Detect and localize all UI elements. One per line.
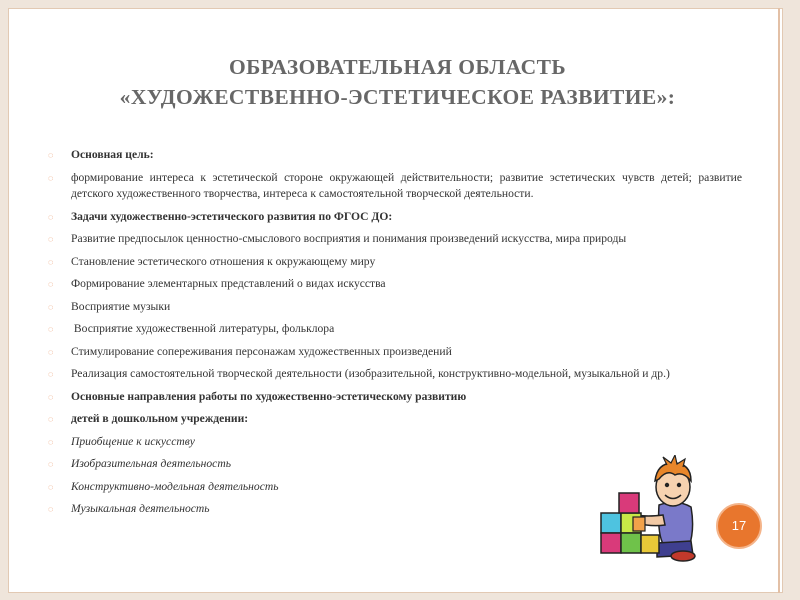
bullet-icon: ◌ <box>48 436 54 447</box>
item-text: Основные направления работы по художественно-эстетическому развитию <box>71 389 467 403</box>
item-text: Конструктивно-модельная деятельность <box>71 479 279 493</box>
item-text: Становление эстетического отношения к окружающему миру <box>71 254 376 268</box>
item-text: Изобразительная деятельность <box>71 457 231 470</box>
item-text: Музыкальная деятельность <box>71 502 210 515</box>
item-text: Задачи художественно-эстетического развития по ФГОС ДО: <box>71 209 393 223</box>
list-item <box>48 147 742 164</box>
bullet-icon: ◌ <box>48 279 54 289</box>
bullet-icon: ◌ <box>48 504 54 514</box>
bullet-icon: ◌ <box>48 301 54 312</box>
list-item <box>48 276 742 293</box>
item-text: Основная цель: <box>71 148 154 161</box>
list-item <box>48 366 742 383</box>
bullet-icon: ◌ <box>48 256 54 267</box>
slide-title <box>10 52 785 112</box>
item-text: Стимулирование сопереживания персонажам художественных произведений <box>71 344 452 358</box>
item-text: Развитие предпосылок ценностно-смыслового восприятия и понимания произведений искусства, мира природы <box>71 232 627 245</box>
title-line-1: ОБРАЗОВАТЕЛЬНАЯ ОБЛАСТЬ <box>229 55 566 79</box>
bullet-icon: ◌ <box>48 150 54 160</box>
bullet-icon: ◌ <box>48 481 54 492</box>
child-with-blocks-illustration <box>597 455 709 563</box>
list-item <box>48 344 742 361</box>
list-item <box>48 411 742 428</box>
item-text: Формирование элементарных представлений о видах искусства <box>71 277 386 290</box>
bullet-icon: ◌ <box>48 369 54 379</box>
list-item <box>48 209 742 226</box>
item-text: Восприятие музыки <box>71 299 171 313</box>
list-item <box>48 254 742 271</box>
bullet-icon: ◌ <box>48 234 54 244</box>
bullet-icon: ◌ <box>48 172 54 183</box>
list-item <box>48 231 742 248</box>
bullet-icon: ◌ <box>48 391 54 402</box>
item-text: Восприятие художественной литературы, фольклора <box>71 322 335 335</box>
bullet-icon: ◌ <box>48 346 54 357</box>
item-text: формирование интереса к эстетической стороне окружающей действительности; развитие эстетических чувств детей; развитие детского художественного творчества, интереса к самостоятельной творческой деятельности. <box>71 170 742 200</box>
bullet-icon: ◌ <box>48 459 54 469</box>
bullet-icon: ◌ <box>48 324 54 334</box>
bullet-icon: ◌ <box>48 414 54 424</box>
item-text: детей в дошкольном учреждении: <box>71 412 249 425</box>
list-item <box>48 321 742 338</box>
page-number-badge: 17 <box>716 503 762 549</box>
list-item <box>48 170 742 203</box>
item-text: Приобщение к искусству <box>71 434 195 448</box>
list-item <box>48 434 742 451</box>
item-text: Реализация самостоятельной творческой деятельности (изобразительной, конструктивно-модельной, музыкальной и др.) <box>71 367 670 380</box>
bullet-icon: ◌ <box>48 211 54 222</box>
list-item <box>48 389 742 406</box>
title-line-2: «ХУДОЖЕСТВЕННО-ЭСТЕТИЧЕСКОЕ РАЗВИТИЕ»: <box>119 85 676 109</box>
list-item <box>48 299 742 316</box>
